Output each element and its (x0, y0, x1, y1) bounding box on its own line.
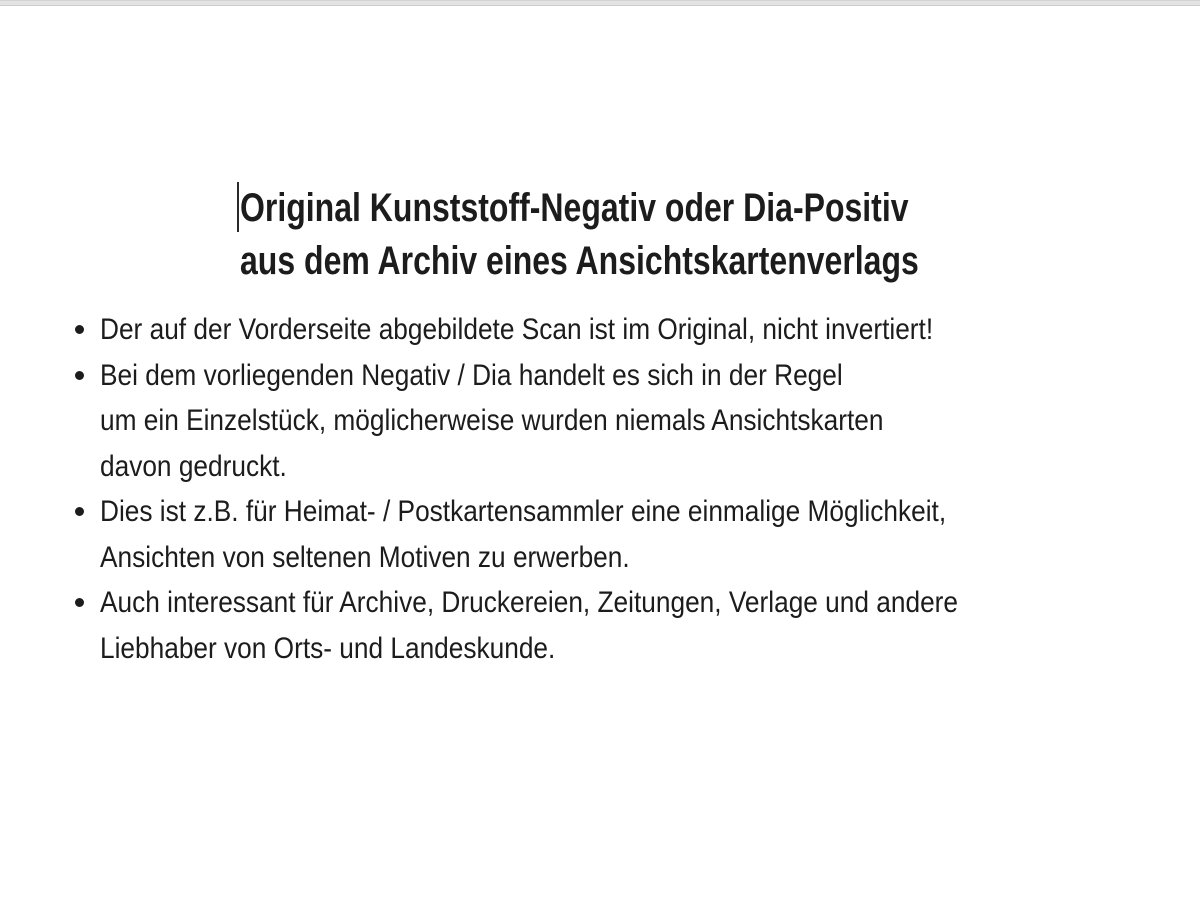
bullet-2-line-3 (100, 444, 1081, 490)
text-cursor (237, 182, 239, 232)
slide-title[interactable] (240, 182, 1089, 288)
bullet-icon (75, 598, 84, 607)
top-border-bar (0, 0, 1200, 6)
bullet-2-line-1 (100, 353, 1081, 399)
bullet-4-line-1-text: Auch interessant für Archive, Druckereien, Zeitungen, Verlage und andere (100, 586, 959, 619)
bullet-4-line-2-text: Liebhaber von Orts- und Landeskunde. (100, 631, 556, 665)
bullet-icon (75, 325, 84, 334)
title-line-2 (240, 235, 1089, 288)
title-line-1 (240, 182, 1089, 235)
bullet-icon (75, 371, 84, 380)
bullet-3-line-1-text: Dies ist z.B. für Heimat- / Postkartensammler eine einmalige Möglichkeit, (100, 495, 947, 528)
title-line-1-text: Original Kunststoff-Negativ oder Dia-Positiv (240, 186, 909, 230)
bullet-1-line-1 (100, 307, 1081, 353)
bullet-item-4 (75, 580, 1081, 671)
bullet-4-line-1 (100, 580, 1081, 626)
bullet-4-line-2 (100, 626, 1081, 672)
bullet-2-line-3-text: davon gedruckt. (100, 449, 287, 483)
bullet-icon (75, 507, 84, 516)
bullet-3-line-1 (100, 489, 1081, 535)
bullet-list[interactable] (75, 307, 1081, 671)
bullet-3-line-2 (100, 535, 1081, 581)
title-line-2-text: aus dem Archiv eines Ansichtskartenverlags (240, 239, 919, 283)
bullet-2-line-2 (100, 398, 1081, 444)
bullet-item-1 (75, 307, 1081, 353)
bullet-1-line-1-text: Der auf der Vorderseite abgebildete Scan ist im Original, nicht invertiert! (100, 313, 934, 346)
bullet-item-3 (75, 489, 1081, 580)
bullet-3-line-2-text: Ansichten von seltenen Motiven zu erwerben. (100, 540, 630, 574)
bullet-item-2 (75, 353, 1081, 490)
bullet-2-line-2-text: um ein Einzelstück, möglicherweise wurden niemals Ansichtskarten (100, 404, 884, 437)
bullet-2-line-1-text: Bei dem vorliegenden Negativ / Dia handelt es sich in der Regel (100, 358, 843, 392)
